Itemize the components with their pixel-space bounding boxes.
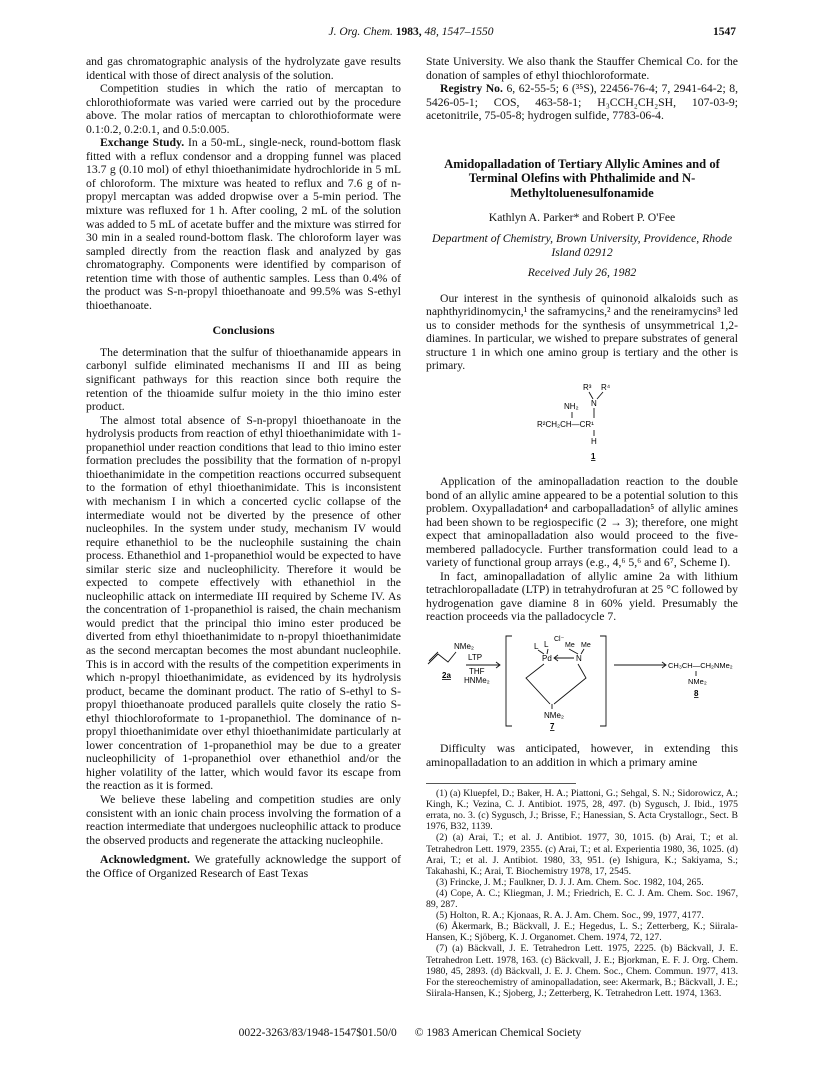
- paragraph: The determination that the sulfur of thioethanamide appears in carbonyl sulfide eliminated mechanisms II and III as being significant pathways for this reaction since both require the retention of the thioamide sulfur moiety in the thio imino ester product.: [86, 345, 401, 414]
- struct-r4: R⁴: [601, 382, 611, 392]
- chloride-label: Cl⁻: [554, 636, 565, 643]
- bond: [589, 392, 593, 399]
- reagent-thf: THF: [469, 667, 485, 676]
- received-date: Received July 26, 1982: [527, 266, 637, 280]
- bond: [569, 649, 578, 654]
- reagent-hnme2: HNMe₂: [464, 676, 490, 685]
- right-bracket: [600, 636, 606, 726]
- journal-name: J. Org. Chem.: [328, 26, 393, 38]
- ring-bond: [554, 664, 586, 704]
- paragraph: In fact, aminopalladation of allylic amine 2a with lithium tetrachloropalladate (LTP) in tetrahydrofuran at 25 °C followed by hydrogenation gave diamine 8 in 60% yield. Presumably the reaction proceeds via the palladocycle 7.: [426, 569, 738, 624]
- product-formula: CH₃CH—CH₂NMe₂: [668, 661, 733, 670]
- right-column: [426, 55, 738, 999]
- run-in-heading: Exchange Study.: [100, 136, 185, 150]
- affiliation: Department of Chemistry, Brown University, Providence, Rhode Island 02912: [431, 232, 733, 259]
- footnote: (6) Åkermark, B.; Bäckvall, J. E.; Hegedus, L. S.; Zetterberg, K.; Siirala-Hansen, K.; Sjöberg, K. J. Organomet. Chem. 1974, 72, 127.: [426, 921, 738, 944]
- run-in-heading: Registry No.: [440, 82, 503, 96]
- paragraph-text: 6, 62-55-5; 6 (³⁵S), 22456-76-4; 7, 2941-64-2; 8, 5426-05-1; COS, 463-58-1; H₃CCH₂CH₂SH, 107-03-9; acetonitrile, 75-05-8; hydrogen sulfide, 7783-06-4.: [426, 82, 738, 123]
- compound-label-2a: 2a: [442, 671, 451, 680]
- bond: [581, 649, 584, 654]
- methyl-2: Me: [581, 642, 591, 649]
- ligand-l2: L: [544, 640, 549, 649]
- bond: [597, 392, 603, 399]
- footnote: (1) (a) Kluepfel, D.; Baker, H. A.; Piattoni, G.; Sehgal, S. N.; Sidorowicz, A.; Kingh, K.; Vezina, C. J. Antibiot. 1975, 28, 497. (b) Sygusch, J. Ibid., 1975 errata, no. 3. (c) Sygusch, J.; Brisse, F.; Hanessian, S. Acta Crystallogr., Sect. B 1976, B32, 1139.: [426, 788, 738, 833]
- left-bracket: [506, 636, 512, 726]
- methyl-1: Me: [565, 642, 575, 649]
- acknowledgment-paragraph: [86, 853, 401, 880]
- scheme-nme2: NMe₂: [454, 642, 474, 651]
- page-footer: [0, 1027, 820, 1039]
- article-title: Amidopalladation of Tertiary Allylic Amines and of Terminal Olefins with Phthalimide and N-Methyltoluenesulfonamide: [444, 156, 720, 200]
- compound-label: 1: [591, 451, 596, 461]
- reagent-ltp: LTP: [468, 653, 483, 662]
- reaction-scheme-diagram: [426, 632, 738, 732]
- section-heading: Conclusions: [212, 323, 275, 338]
- authors: Kathlyn A. Parker* and Robert P. O'Fee: [488, 210, 676, 224]
- double-bond: [429, 652, 438, 661]
- page-number: 1547: [713, 26, 736, 38]
- nme2-bottom: NMe₂: [544, 711, 564, 720]
- structure-1-diagram: [517, 379, 647, 465]
- struct-h: H: [591, 436, 597, 446]
- footnote: (7) (a) Bäckvall, J. E. Tetrahedron Lett. 1975, 2225. (b) Bäckvall, J. E. Tetrahedron Lett. 1978, 163. (c) Bäckvall, J. E.; Bjorkman, E. F. J. Org. Chem. 1980, 45, 2893. (d) Bäckvall, J. E. J. Chem. Soc., Chem. Commun. 1977, 413. For the stereochemistry of aminopalladation, see: Akermark, B.; Bäckvall, J. E.; Siirala-Hansen, K.; Sjoberg, J.; Zetterberg, K. Tetrahedron Lett. 1974, 1363.: [426, 943, 738, 999]
- compound-label-7: 7: [550, 722, 555, 731]
- footnote: (4) Cope, A. C.; Kliegman, J. M.; Friedrich, E. C. J. Am. Chem. Soc. 1967, 89, 287.: [426, 887, 738, 911]
- paragraph: and gas chromatographic analysis of the hydrolyzate gave results identical with those of direct analysis of the solution.: [86, 55, 401, 82]
- struct-r3: R³: [583, 382, 592, 392]
- journal-citation: [86, 26, 736, 38]
- paragraph: The almost total absence of S-n-propyl thioethanoate in the hydrolysis products from reaction of ethyl thioethanimidate with 1-propanethiol under reaction conditions that lead to thio imino ester formation precludes the possibility that the formation of n-propyl thioethanimidate in the competition reactions occurred subsequent to the formation of ethyl thioethanimidate. This is inconsistent with mechanism I in which a concerted cyclic collapse of the intermediate would not be diverted by the presence of other nucleophiles. In the system under study, mechanism IV would require ethanethiol to be the nucleophile sustaining the chain process. Ethanethiol and 1-propanethiol would be expected to have similar steric size and nucleophilicity. Therefore it would be expected to compete effectively with ethanethiol in the nucleophilic attack on intermediate III required by Scheme IV. As the concentration of 1-propanethiol is raised, the chain mechanism would predict that the principal thio imino ester produced be diverted from ethyl thioethanimidate to n-propyl thioethanimidate as the second mercaptan becomes the most abundant nucleophile. This is in accord with the results of the competition experiments in which n-propyl thioethanimidate, as evidenced by its hydrolysis product, became the dominant product. The ratio of S-ethyl to S-propyl thioethanoate produced parallels quite closely the ratio S-ethyl thiochloroformate to 1-propanethiol. The dominance of n-propyl thioethanimidate over ethyl thioethanimidate particularly at lower concentration of 1-propanethiol may be due to a greater nucleophilicity of 1-propanethiol over ethanethiol and/or the higher volatility of the latter, which would favor its escape from the reaction as it is formed.: [86, 413, 401, 793]
- registry-paragraph: [426, 82, 738, 123]
- nitrogen-label: N: [576, 654, 582, 663]
- struct-chain: R²CH₂CH—CR¹: [537, 419, 594, 429]
- paragraph: Application of the aminopalladation reaction to the double bond of an allylic amine appeared to be a potential solution to this problem. Oxypalladation⁴ and carbopalladation⁵ of allylic amines had been shown to be regiospecific (2 → 3); therefore, one might expect that aminopalladation also would proceed to the five-membered palladocycle. Further transformation could lead to a variety of functional group arrays (e.g., 4,⁶ 5,⁶ and 6⁷, Scheme I).: [426, 474, 738, 570]
- ring-bond: [526, 664, 550, 704]
- journal-year: 1983,: [395, 26, 422, 38]
- footnotes: [426, 788, 738, 999]
- paragraph: We believe these labeling and competition studies are only consistent with an ionic chain process involving the formation of a reaction intermediate that undergoes nucleophilic attack to produce the observed products and regenerate the attacking nucleophile.: [86, 792, 401, 847]
- paragraph: Our interest in the synthesis of quinonoid alkaloids such as naphthyridinomycin,¹ the saframycins,² and the reneiramycins³ led us to consider methods for the synthesis of unsymmetrical 1,2-diamines. In particular, we wished to prepare substrates of general structure 1 in which one amino group is tertiary and the other is primary.: [426, 291, 738, 373]
- paragraph-text: In a 50-mL, single-neck, round-bottom flask fitted with a reflux condensor and a dropping funnel was placed 13.7 g (0.10 mol) of ethyl thioethanimidate hydrochloride in 5 mL of chloroform. The mixture was heated to reflux and 7.6 g of n-propyl mercaptan was added dropwise over a 5-min period. The mixture was refluxed for 1 h. After cooling, 2 mL of the solution was added to 5 mL of acetate buffer and the mixture was stirred for 30 min in a sealed round-bottom flask. The chloroform layer was sampled directly from the reaction flask and analyzed by gas chromatography. Components were identified by comparison of retention time with those of authentic samples. Less than 0.4% of the product was S-n-propyl thioethanoate and 99.5% was S-ethyl thioethanoate.: [86, 136, 401, 312]
- left-column: [86, 55, 401, 880]
- exchange-study-paragraph: [86, 136, 401, 312]
- palladium-label: Pd: [542, 654, 552, 663]
- struct-nh2: NH₂: [564, 401, 579, 411]
- journal-pages: 1547–1550: [441, 26, 494, 38]
- copyright: © 1983 American Chemical Society: [414, 1027, 582, 1039]
- journal-volume: 48,: [424, 26, 439, 38]
- footnote-separator: [426, 783, 576, 784]
- footnote: (5) Holton, R. A.; Kjonaas, R. A. J. Am. Chem. Soc., 99, 1977, 4177.: [436, 910, 704, 922]
- ligand-l1: L: [534, 642, 539, 651]
- footnote: (3) Frincke, J. M.; Faulkner, D. J. J. Am. Chem. Soc. 1982, 104, 265.: [436, 876, 704, 888]
- bond: [538, 650, 544, 654]
- paragraph: State University. We also thank the Stauffer Chemical Co. for the donation of samples of ethyl thiochloroformate.: [426, 55, 738, 82]
- paragraph: Competition studies in which the ratio of mercaptan to chlorothioformate was varied were carried out by the procedure above. The molar ratios of mercaptan to chlorothioformate were 0.1:0.2, 0.2:0.1, and 0.5:0.005.: [86, 82, 401, 136]
- paragraph: Difficulty was anticipated, however, in extending this aminopalladation to an addition in which a primary amine: [426, 742, 738, 769]
- paragraph-text: We gratefully acknowledge the support of the Office of Organized Research of East Texas: [86, 853, 401, 880]
- running-header: [86, 26, 736, 42]
- compound-label-8: 8: [694, 689, 699, 698]
- footnote: (2) (a) Arai, T.; et al. J. Antibiot. 1977, 30, 1015. (b) Arai, T.; et al. Tetrahedron Lett. 1979, 2355. (c) Arai, T.; et al. Experientia 1980, 36, 1025. (d) Arai, T.; et al. J. Antibiot. 1980, 33, 951. (e) Ishigura, K.; Sakiyama, S.; Takahashi, K.; Arai, T. Biochemistry 1978, 17, 2545.: [426, 832, 738, 877]
- product-nme2: NMe₂: [688, 677, 707, 686]
- run-in-heading: Acknowledgment.: [100, 853, 190, 867]
- price-code: 0022-3263/83/1948-1547$01.50/0: [238, 1027, 397, 1039]
- struct-n: N: [591, 398, 597, 408]
